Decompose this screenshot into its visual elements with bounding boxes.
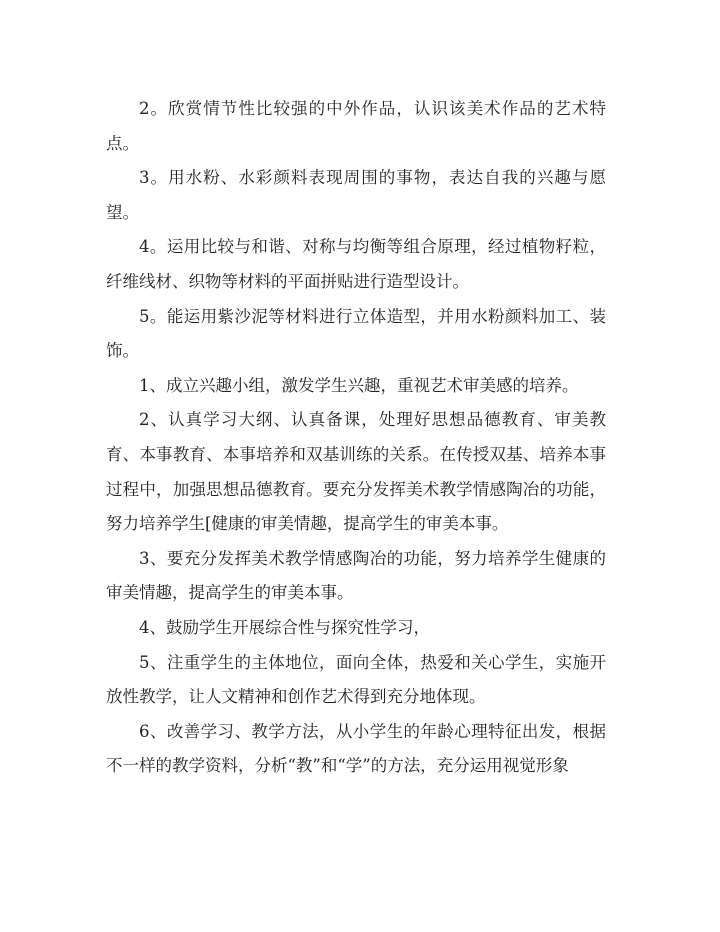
- paragraph: 5。能运用紫沙泥等材料进行立体造型，并用水粉颜料加工、装饰。: [106, 306, 606, 361]
- paragraph: 5、注重学生的主体地位，面向全体，热爱和关心学生，实施开放性教学，让人文精神和创作艺术得到充分地体现。: [106, 652, 606, 707]
- paragraph: 4。运用比较与和谐、对称与均衡等组合原理，经过植物籽粒，纤维线材、织物等材料的平面拼贴进行造型设计。: [106, 237, 606, 291]
- paragraph: 2、认真学习大纲、认真备课，处理好思想品德教育、审美教育、本事教育、本事培养和双基训练的关系。在传授双基、培养本事过程中，加强思想品德教育。要充分发挥美术教学情感陶冶的功能，努力培养学生[健康的审美情趣，提高学生的审美本事。: [106, 410, 606, 534]
- paragraph: 3。用水粉、水彩颜料表现周围的事物，表达自我的兴趣与愿望。: [106, 168, 606, 222]
- paragraph: 6、改善学习、教学方法，从小学生的年龄心理特征出发，根据不一样的教学资料，分析“教”和“学”的方法，充分运用视觉形象: [106, 721, 606, 776]
- paragraph: 4、鼓励学生开展综合性与探究性学习，: [139, 617, 430, 637]
- document-body: [106, 92, 606, 784]
- paragraph: 1、成立兴趣小组，激发学生兴趣，重视艺术审美感的培养。: [139, 375, 579, 395]
- paragraph: 2。欣赏情节性比较强的中外作品，认识该美术作品的艺术特点。: [106, 99, 606, 153]
- paragraph: 3、要充分发挥美术教学情感陶冶的功能，努力培养学生健康的审美情趣，提高学生的审美本事。: [106, 548, 606, 603]
